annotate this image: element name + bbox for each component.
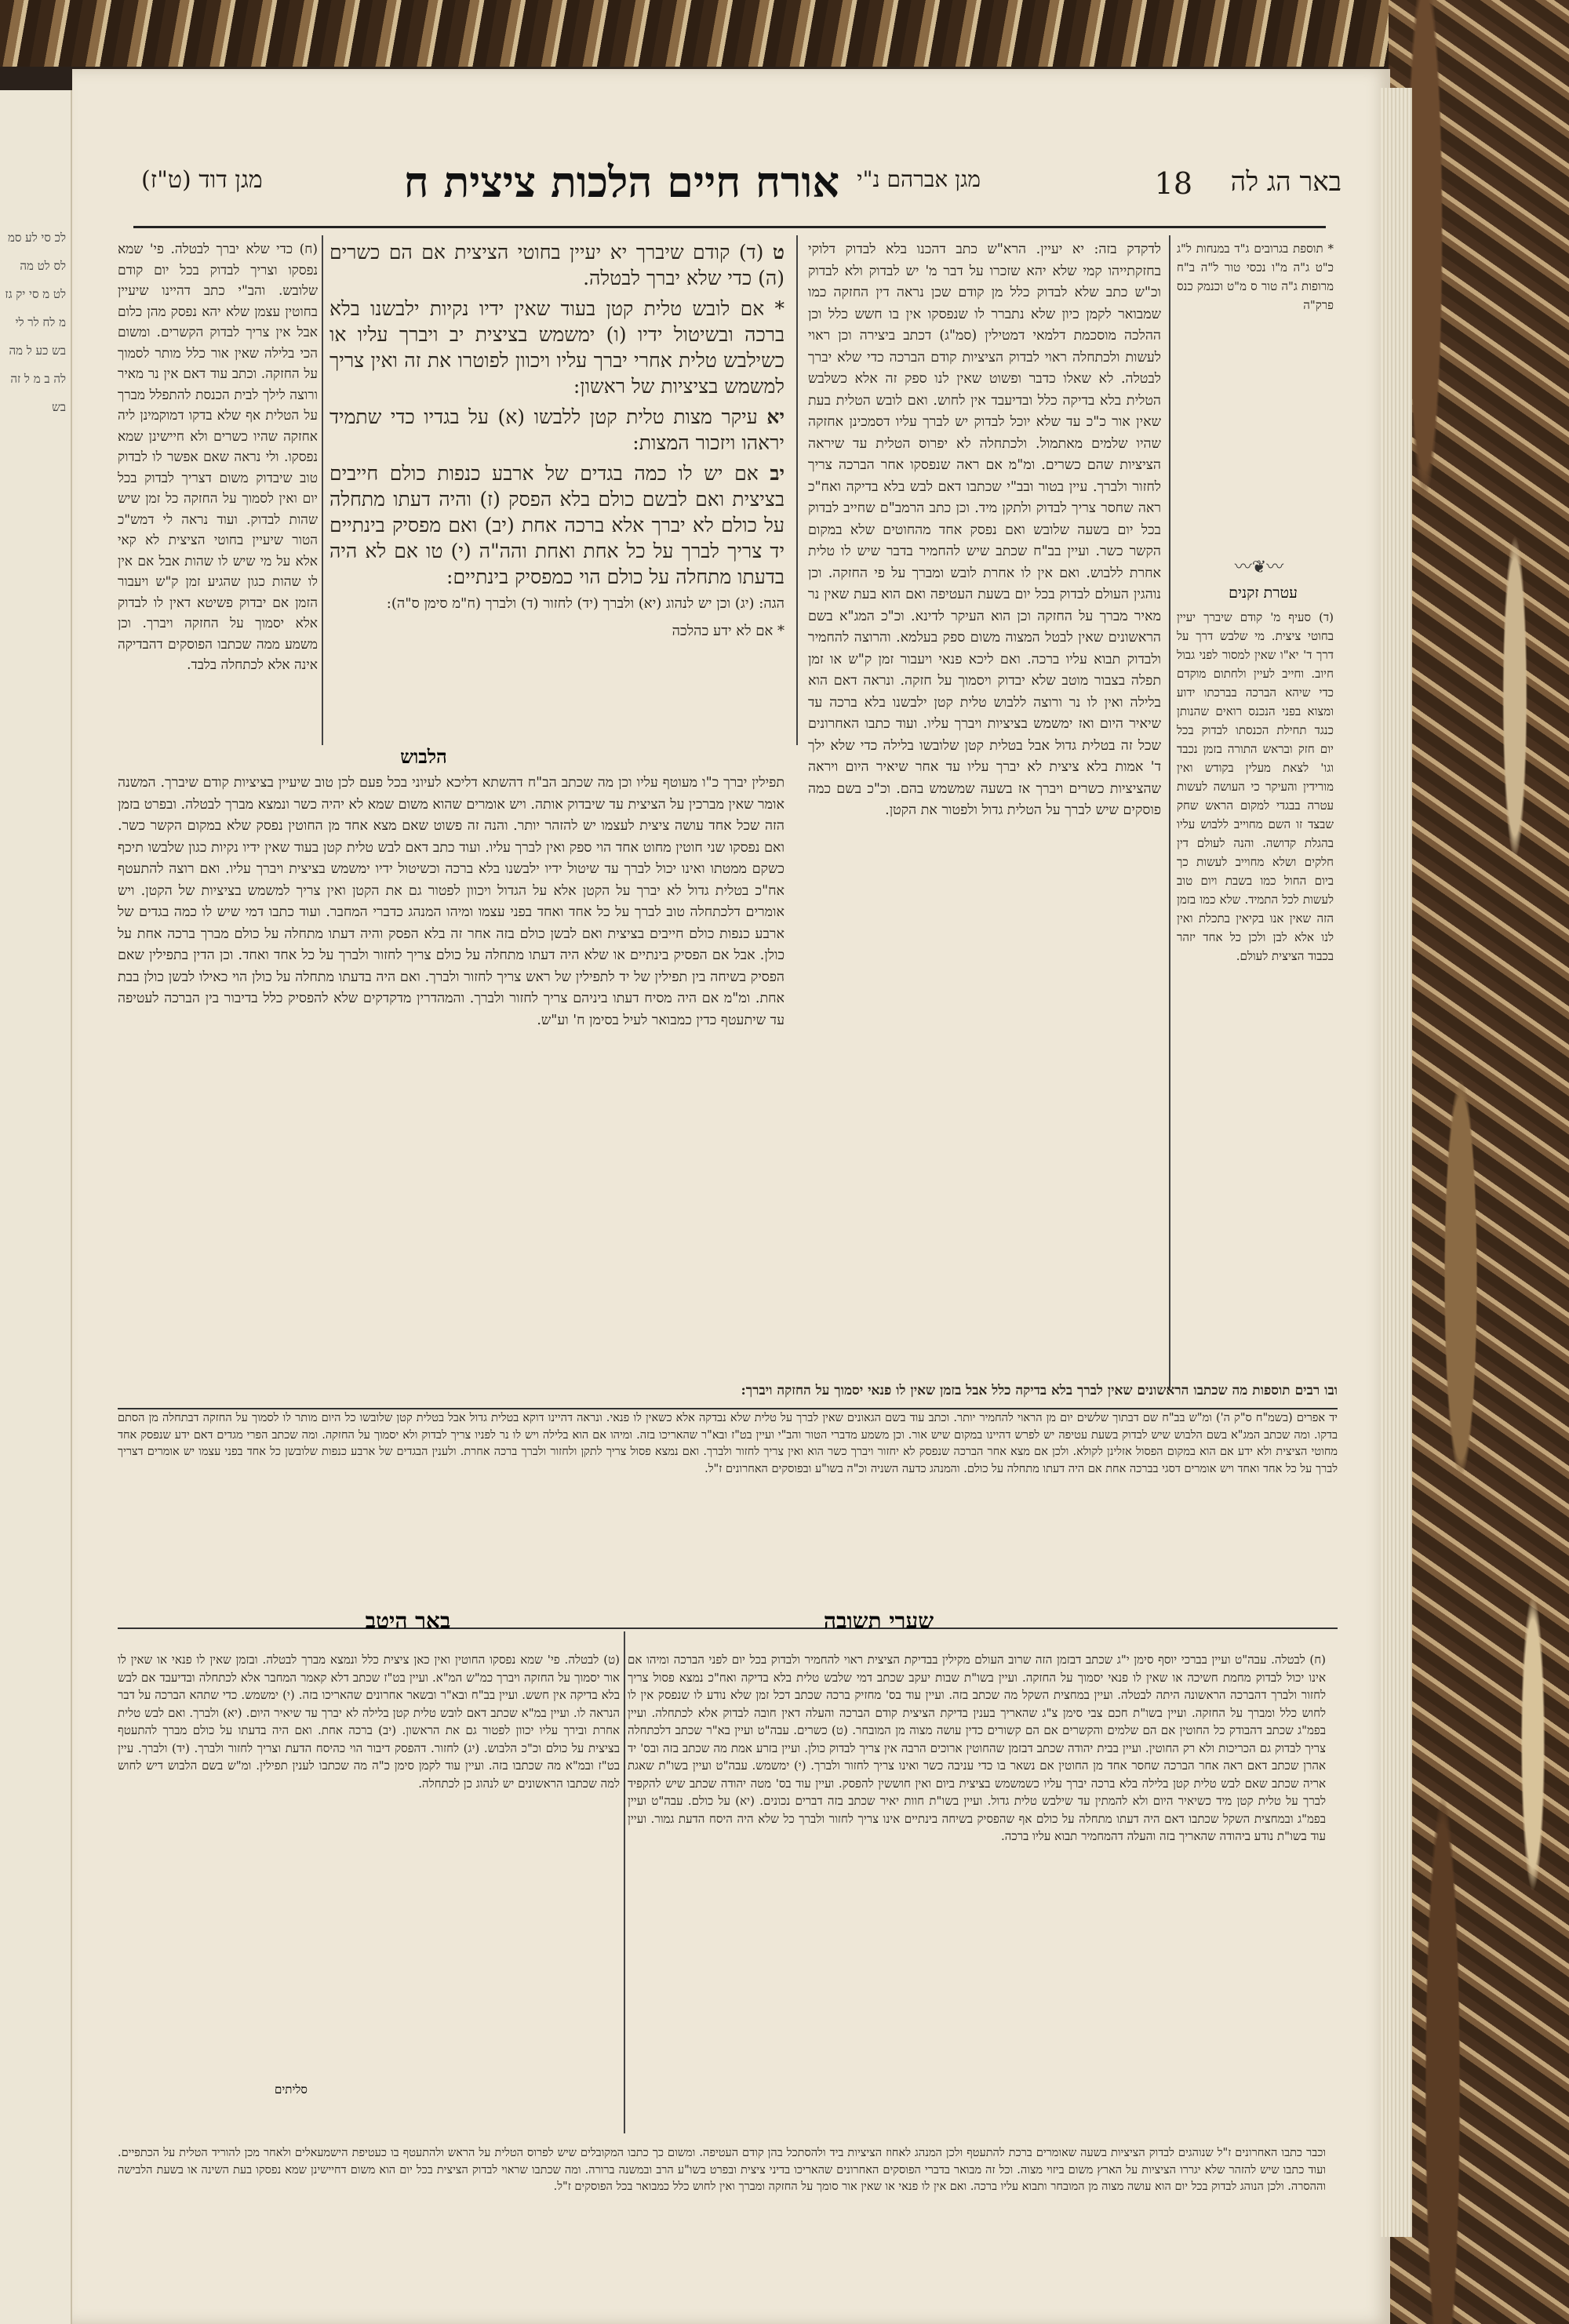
page-number: 18 <box>1154 166 1192 201</box>
magen-david-text: (ח) כדי שלא יברך לבטלה. פי' שמא נפסקו וצריך לבדוק בכל יום קודם שלובש. והב"י כתב דהיינו שיעיין בחוטין עצמן שלא יהא נפסק מהן כלום אבל אין צריך לבדוק הקשרים. ומשום הכי בלילה שאין אור כלל מותר לסמוך על החזקה. וכתב עוד דאם אין נר מאיר ורוצה לילך לבית הכנסת להתפלל מברך על הטלית אף שלא בדקו דמוקמינן ליה אחזקה שהיו כשרים ולא חיישינן שמא נפסקו. ולי נראה שאם אפשר לו לבדוק טוב שיבדוק משום דצריך לבדוק בכל יום ואין לסמוך על החזקה כל זמן שיש שהות לבדוק. ועוד נראה לי דמש"כ הטור שיעיין בחוטי הציצית לא קאי אלא על מי שיש לו שהות אבל אם אין לו שהות כגון שהגיע זמן ק"ש ויעבור הזמן אם יבדוק פשיטא דאין לו לבדוק אלא יסמוך על החזקה ויברך. וכן משמע ממה שכתבו הפוסקים דהבדיקה אינה אלא לכתחלה בלבד. <box>118 242 318 673</box>
main-text-column <box>329 239 784 741</box>
seif-11-text: עיקר מצות טלית קטן ללבשו (א) על בגדיו כדי שתמיד יראהו ויזכור המצות: <box>329 406 784 454</box>
bottom-text: וכבר כתבו האחרונים ז"ל שנוהגים לבדוק הציציות בשעה שאומרים ברכת להתעטף ולכן המנהג לאחוז הציציות ביד ולהסתכל בהן קודם העטיפה. ומשום כך כתבו המקובלים שיש לפרוס הטלית על הראש ולהתעטף בו כעטיפת הישמעאלים ולאחר מכן להוריד הטלית על הכתפיים. ועוד כתבו שיש להזהר שלא יגררו הציציות על הארץ משום ביזוי מצוה. וכל זה מבואר בדברי הפוסקים האחרונים שהאריכו בדיני ציצית ובפרט בשו"ע הרב ובמשנה ברורה. ומה שכתבו שראוי לבדוק הציצית בכל יום הוא משום דחיישינן שמא נפסקו בעת השינה או בשעת הלבישה וההסרה. ולכן הנוהג לבדוק בכל יום הוא עושה מצוה מן המובחר ותבוא עליו ברכה. ואם אין לו פנאי או שאין אור סומך על החזקה ומברך ואין לחוש כלל כמבואר בכל הפוסקים ז"ל. <box>118 2147 1326 2193</box>
book-cover-marbled <box>1389 0 1569 2324</box>
bottom-text-block <box>118 2145 1326 2279</box>
seif-10-number: ט <box>772 241 784 264</box>
seif-11-number: יא <box>766 406 784 428</box>
header-magen-avraham: מגן אברהם נ"י <box>857 166 981 192</box>
lower-column-divider <box>624 1631 625 2133</box>
levush-column <box>118 773 784 1384</box>
ateret-zekenim-text: (ד) סעיף מ' קודם שיברך יעיין בחוטי ציצית. מי שלבש דרך על דרך ד' יא"ו שאין למסור לפני גבול חיוב. וחייב לעיין ולחתום מוקדם כדי שיהא הברכה בברכתו ידוע ומצוא בפני הנכנס רואים שהנותן כנגד תחילת הכנסתו לבדוק בכל יום חזק ובראש התורה בזמן נכבד וגו' לצאת מעלין בקודש ואין מורידין והעיקר כי העושה לעשות עטרה בבגדי למקום הראש שחק שבצד זו השם מחוייב ללבוש עליו בהגלת קדושה. והנה לעולם דין חלקים ושלא מחוייב לעשות כך ביום החול כמו בשבת ויום טוב לעשות לכל התמיד. שלא כמו בזמן הזה שאין אנו בקיאין בתכלת ואין לנו אלא לבן ולכן כל אחד יזהר בכבוד הציצית לעולם. <box>1177 610 1334 963</box>
levush-title: הלבוש <box>400 745 447 768</box>
seif-10-text: (ד) קודם שיברך יא יעיין בחוטי הציצית אם הם כשרים (ה) כדי שלא יברך לבטלה. <box>329 241 784 289</box>
page-header <box>118 157 1341 220</box>
page-stack-edge <box>1381 88 1412 2237</box>
shaarei-teshuva-text: (ח) לבטלה. עבה"ט ועיין בברכי יוסף סימן י"ג שכתב דבזמן הזה שרוב העולם מקילין בבדיקת הציצית ראוי להחמיר ולבדוק בכל יום לפני הברכה ומיהו אם אינו יכול לבדוק מחמת חשיכה או שאין לו פנאי יסמוך על החזקה. ועיין בשו"ת שבות יעקב שכתב דמי שלבש טלית בלא בדיקה ואח"כ נמצא פסול צריך לחזור ולברך דהברכה הראשונה היתה לבטלה. ועיין במחצית השקל מה שכתב בזה. ועיין עוד בס' מחזיק ברכה שכתב דכל זמן שלא נודע לו שנפסק אין לו לחוש כלל ומברך על החזקה. ועיין בשו"ת חכם צבי סימן צ"ג שהאריך בענין בדיקת הציצית קודם הברכה והעלה דאין חובה לבדוק אלא לכתחלה. ועיין בפמ"ג שכתב דהבודק כל החוטין אם הם שלמים והקשרים אם הם קשורים כדין עושה מצוה מן המובחר. (ט) כשרים. עבה"ט ועיין בא"ר שכתב דלכתחלה צריך לבדוק גם הכריכות ולא רק החוטין. ועיין בבית יהודה שכתב דבזמן שהחוטין ארוכים הרבה אין צריך לבדוק כולן. ועיין בזרע אמת מה שכתב בזה ובס' יד אהרן שכתב דאם ראה אחר הברכה שחסר אחד מן החוטין אם נשאר בו כדי עניבה כשר ואינו צריך לחזור ולברך. (י) ימשמש. עבה"ט ועיין בשו"ת שאגת אריה שכתב שאם לבש טלית קטן בלילה בלא ברכה יברך עליו כשמשמש בציצית ביום ואין חוששין להפסק. ועיין עוד בס' מטה יהודה שכתב שיש להקפיד לברך על טלית קטן מיד כשיאיר היום ולא להמתין עד שילבש טלית גדול. ועיין בשו"ת חוות יאיר שכתב בזה דברים נכונים. (יא) על כולם. עבה"ט ועיין בפמ"ג ובמחצית השקל שכתבו דאם היה דעתו מתחלה על כולם אף שהפסיק בשיחה בינתיים אינו צריך לחזור ולברך כל שלא היה היסח הדעת גמור. ועיין עוד בשו"ת נודע ביהודה שהאריך בזה והעלה דהמחמיר תבוא עליו ברכה. <box>628 1653 1326 1843</box>
section-rule-2 <box>118 1628 1338 1629</box>
shut-line <box>118 1380 1338 1412</box>
levush-text: תפילין יברך כ"ו מעוטף עליו וכן מה שכתב הב"ח דהשתא דליכא לעיוני בכל פעם לכן טוב שיעיין בציציות קודם שיברך. המשנה אומר שאין מברכין על הציצית עד שיבדוק אותה. ויש אומרים שהוא משום שמא לא יהיה כשר ונמצא מברך לבטלה. ובפרט בזמן הזה שכל אחד עושה ציצית לעצמו יש להזהר יותר. והנה זה פשוט שאם מצא אחד מן החוטין נפסק שלא במקום הקשר כשר. ואם נפסקו שני חוטין מחוט אחד הוי ספק ואין לברך עליו. ועוד כתב דאם לבש טלית קטן בעוד שאין ידיו נקיות כגון שלבשו תיכף כשקם ממטתו ואינו יכול לברך עד שיטול ידיו ילבשנו בלא ברכה וכשיטול ידיו ימשמש בציצית ויברך עליו. ואם רוצה להתעטף אח"כ בטלית גדול לא יברך על הקטן אלא על הגדול ויכוון לפטור גם את הקטן ואין צריך למשמש בציציות של הקטן. ויש אומרים דלכתחלה טוב לברך על כל אחד ואחד בפני עצמו ומיהו המנהג כדברי המחבר. ועוד כתבו דמי שיש לו כמה בגדים של ארבע כנפות כולם חייבים בציצית ואם לבשן כולם בזה אחר זה בלא הפסק והיה דעתו מתחלה על כולם מברך ברכה אחת על כולן. אבל אם הפסיק בינתיים או שלא היה דעתו מתחלה על כולם צריך לחזור ולברך על כל אחד ואחד. וכן הדין בתפילין שאם הפסיק בשיחה בין תפילין של יד לתפילין של ראש צריך לחזור ולברך. ואם היה בדעתו מתחלה על כולן הוי כאילו לבשן כולן בבת אחת. ומ"מ אם היה מסיח דעתו ביניהם צריך לחזור ולברך. והמהדרין מדקדקים שלא להפסיק כלל בדיבור בין הברכה לעטיפה עד שיתעטף כדין כמבואר לעיל בסימן ח' וע"ש. <box>118 775 784 1028</box>
facing-page-edge <box>0 90 72 2324</box>
header-rule <box>133 226 1326 228</box>
note-heh: * אם לא ידע כהלכה <box>672 623 784 639</box>
seif-12-number: יב <box>770 462 784 485</box>
header-page-ref: באר הג לה <box>1230 166 1341 198</box>
shaarei-teshuva-title: שערי תשובה <box>823 1608 934 1634</box>
shut-line-text: ובו רבים תוספות מה שכתבו הראשונים שאין לברך בלא בדיקה כלל אבל בזמן שאין לו פנאי יסמוך על החזקה ויברך: <box>741 1383 1338 1398</box>
book-cover-top <box>0 0 1569 67</box>
magen-avraham-column <box>808 239 1161 1384</box>
ateret-zekenim-title: עטרת זקנים <box>1229 584 1298 602</box>
baer-heitev-footer-word: סליתים <box>275 2082 308 2097</box>
facing-page-text: לכ סי לע סמ לס לט מה לט מ סי יק גז מ לח לר לי בש כע ל מה לה ב מ ל זה בש <box>5 231 66 414</box>
etz-hasadeh-column <box>118 1410 1338 1622</box>
shaarei-teshuva-column <box>628 1651 1326 2129</box>
column-divider-left <box>322 235 323 745</box>
baer-heitev-title: באר היטב <box>365 1608 451 1634</box>
column-divider-mid <box>796 235 798 745</box>
ornament-divider: 〰❦〰 <box>1234 558 1284 577</box>
magen-avraham-text: לדקדק בזה: יא יעיין. הרא"ש כתב דהכנו בלא לבדוק דלוקי בחזקתייהו קמי שלא יהא שזכרו על דבר מ' יש לבדוק ולא לבדוק וכ"ש כתב שלא לבדוק כלל מן קודם שכן נראה דין החזקה כמו שמבואר לקמן כיון שלא נתברר לו שנפסקו אין בו חשש כלל וכן ההלכה מוסכמת דלמאי דמטילין (סמ"ג) דכתב ביצירה וכן ראוי לעשות ולכתחלה ראוי לבדוק הציציות קודם הברכה כדי שלא יברך לבטלה. לא שאלו כדבר ופשוט שאין לנו ספק זה אלא כשלבש הטלית בלא בדיקה כלל ובדיעבד אין לחוש. ואם לובש הטלית בעת שאין אור כ"כ עד שלא יוכל לבדוק יש לברך עליו דסמכינן אחזקה שהיו שלמים מאתמול. ולכתחלה לא יפרוס הטלית עד שיראה הציציות שהם כשרים. ומ"מ אם ראה שנפסקו אחר הברכה צריך לחזור ולברך. עיין בטור ובב"י שכתבו דאם לבש בלא בדיקה ואח"כ ראה שחסר צריך לבדוק ולתקן מיד. וכן כתב הרמב"ם שחייב לבדוק בכל יום בשעה שלובש ואם נפסק אחד מהחוטים שלא במקום הקשר כשר. ועיין בב"ח שכתב שיש להחמיר בדבר שיש לו טלית אחרת ללבוש. ואם אין לו אחרת לובש ומברך על פי החזקה. וכן נוהגין העולם לבדוק בכל יום בשעת העטיפה ואם הוא בעת שאין נר מאיר מברך על החזקה וכן הוא העיקר לדינא. וכ"כ המג"א בשם הראשונים שאין לבטל המצוה משום ספק בעלמא. והרוצה להחמיר ולבדוק תבוא עליו ברכה. ואם ליכא פנאי ויעבור זמן ק"ש או זמן תפלה בצבור מוטב שלא יבדוק ויסמוך על חזקה. ונראה דאם הוא בלילה ואין לו נר ורוצה ללבוש טלית קטן ילבשנו בלא ברכה עד שיאיר היום ואז ימשמש בציציות ויברך עליו. ועוד כתבו האחרונים שכל זה בטלית גדול אבל בטלית קטן שלובשו בלילה כדי שלא ילך ד' אמות בלא ציצית לא יברך עליו עד אחר שיאיר היום ויראה שהציציות כשרים ויברך אז בשעה שמשמש בהם. וכ"כ בשם כמה פוסקים שיש לברך על הטלית גדול ולפטור את הקטן. <box>808 242 1161 818</box>
hagah-text: הגה: (יג) וכן יש לנהוג (יא) ולברך (יד) לחזור (ד) ולברך (ח"מ סימן ס"ה): <box>386 595 784 612</box>
header-magen-david: מגן דוד (ט"ז) <box>141 166 263 194</box>
seif-12-text: אם יש לו כמה בגדים של ארבע כנפות כולם חייבים בציצית ואם לבשם כולם בלא הפסק (ז) והיה דעתו מתחלה על כולם לא יברך אלא ברכה אחת (יב) ואם מפסיק בינתיים יד צריך לברך על כל אחת ואחת והה"ה (י) טו אם לא היה בדעתו מתחלה על כולם הוי כמפסיק בינתיים: <box>329 462 784 588</box>
etz-hasadeh-text: יד אפרים (בשמ"ח ס"ק ה') ומ"ש בב"ח שם דבתוך שלשים יום מן הראוי להחמיר יותר. וכתב עוד בשם הגאונים שאין לברך על טלית שלא נבדקה אלא כשאין לו פנאי. ונראה דהיינו דוקא בטלית גדול אבל בטלית קטן שלובשו כל היום מותר לו לסמוך על החזקה דבתחלה מן הסתם בדקו. ומה שכתב המג"א בשם הלבוש שיש לבדוק בשעת עטיפה יש לפרש דהיינו במקום שיש אור. וכן משמע מדברי הטור והב"י ועיין בט"ז ובא"ר שהאריכו בזה. ומיהו אם הוא בלילה ויש לו נר לפניו צריך לבדוק ולא יסמוך על החזקה. ומה שכתב הפרי מגדים דאם ידע שנפסק אחד מחוטי הציצית ולא ידע אם הוא במקום הפסול אזלינן לקולא. ולכן אם מצא אחר הברכה שנפסק לא יחזור ויברך כשר הוא ואין צריך לחזור ולברך. ואם נמצא פסול צריך לתקן ולחזור ולברך ברכה אחרת. ולענין הבגדים של ארבע כנפות שלובשן כל אחד בפני עצמו יש אומרים דצריך לברך על כל אחד ואחד ויש אומרים דסגי בברכה אחת אם היה דעתו מתחלה על כולם. והמנהג כדעה השניה וכ"ה בשו"ע ובפוסקים האחרונים ז"ל. <box>118 1412 1338 1475</box>
baer-heitev-column <box>118 1651 620 2090</box>
section-rule-1 <box>118 1408 1338 1409</box>
margin-notes-text: * תוספת בגרובים ג"ד במנחות ל"ג כ"ט ג"ה מ"ו נכסי טור ל"ה ב"ח מרופות ג"ה טור ס מ"ט וכנמק כנס פרק"ה <box>1177 242 1334 312</box>
baer-heitev-text: (ט) לבטלה. פי' שמא נפסקו החוטין ואין כאן ציצית כלל ונמצא מברך לבטלה. ובזמן שאין לו פנאי או שאין לו אור יסמוך על החזקה ויברך כמ"ש המ"א. ועיין בט"ז שכתב דלא קאמר המחבר אלא לכתחלה ובדיעבד אם לבש בלא בדיקה אין חשש. ועיין בב"ח ובא"ר ובשאר אחרונים שהאריכו בזה. (י) ימשמש. כדי שתהא הברכה על דבר הנראה לו. ועיין במ"א שכתב דאם לובש טלית קטן בלילה לא יברך עד שיאיר היום. (יא) ולברך. ואם לבש טלית אחרת ובירך עליו יכוון לפטור גם את הראשון. (יב) ברכה אחת. ואם היה בדעתו על כולם מברך להתעטף בציצית על כולם וכ"כ הלבוש. (יג) לחזור. דהפסק דיבור הוי כהיסח הדעת וצריך לחזור ולברך. (יד) ולברך. עיין בט"ז ובמ"א מה שכתבו בזה. ועיין עוד לקמן סימן כ"ה מה שכתבו לענין תפילין. ומ"ש בשם הלבוש דיש לחוש למה שכתבו הראשונים יש לנהוג כן לכתחלה. <box>118 1653 620 1791</box>
page-title: אורח חיים הלכות ציצית ח <box>403 157 839 207</box>
seif-10b-text: * אם לובש טלית קטן בעוד שאין ידיו נקיות ילבשנו בלא ברכה ובשיטול ידיו (ו) ימשמש בציצית יב ויברך עליו או כשילבש טלית אחרי יברך עליו ויכוון לפוטרו את זה ואין צריך למשמש בציציות של ראשון: <box>329 297 784 398</box>
column-divider-right <box>1169 235 1170 1388</box>
